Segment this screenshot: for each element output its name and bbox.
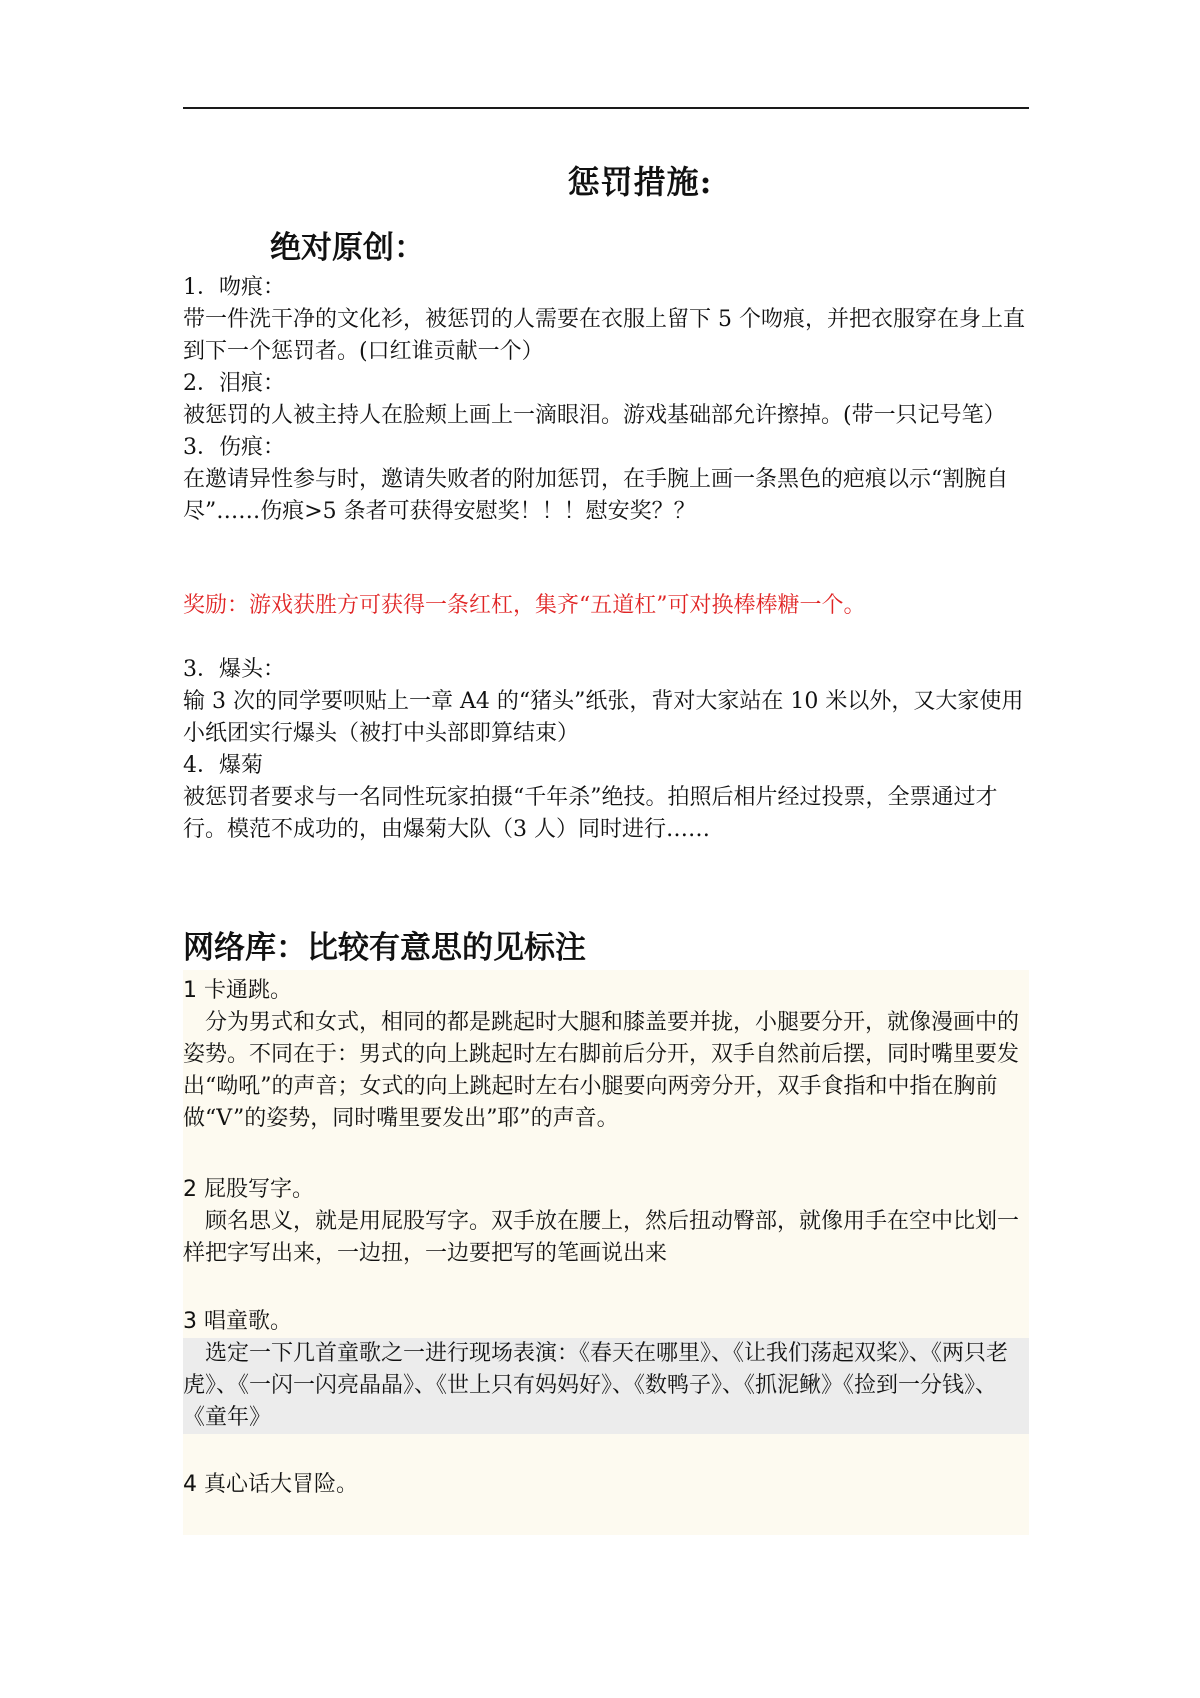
game-heading: 4 真心话大冒险。 bbox=[183, 1472, 358, 1497]
game-heading: 3 唱童歌。 bbox=[183, 1309, 292, 1334]
game-heading: 1 卡通跳。 bbox=[183, 978, 292, 1003]
game-item-3 bbox=[183, 1306, 1029, 1434]
game-text: 顾名思义，就是用屁股写字。双手放在腰上，然后扭动臀部，就像用手在空中比划一样把字写出来，一边扭，一边要把写的笔画说出来 bbox=[183, 1209, 1020, 1266]
game-text: 分为男式和女式，相同的都是跳起时大腿和膝盖要并拢，小腿要分开，就像漫画中的姿势。不同在于：男式的向上跳起时左右脚前后分开，双手自然前后摆，同时嘴里要发出“呦吼”的声音；女式的向上跳起时左右小腿要向两旁分开，双手食指和中指在胸前做“V”的姿势，同时嘴里要发出”耶”的声音。 bbox=[183, 1010, 1020, 1131]
page-title: 惩罚措施: bbox=[567, 163, 713, 201]
penalty-text: 在邀请异性参与时，邀请失败者的附加惩罚，在手腕上画一条黑色的疤痕以示“割腕自尽”……伤痕>5 条者可获得安慰奖！！！慰安奖？？ bbox=[183, 467, 1009, 524]
penalty-list-1 bbox=[183, 272, 1029, 528]
penalty-heading: 3．爆头： bbox=[183, 657, 285, 682]
penalty-heading: 4．爆菊 bbox=[183, 753, 263, 778]
game-item-2 bbox=[183, 1174, 1029, 1270]
game-item-1 bbox=[183, 975, 1029, 1135]
network-section-title: 网络库：比较有意思的见标注 bbox=[183, 930, 586, 966]
penalty-text: 被惩罚者要求与一名同性玩家拍摄“千年杀”绝技。拍照后相片经过投票，全票通过才行。模范不成功的，由爆菊大队（3 人）同时进行…… bbox=[183, 785, 998, 842]
game-item-4 bbox=[183, 1469, 1029, 1501]
reward-text: 奖励：游戏获胜方可获得一条红杠，集齐“五道杠”可对换棒棒糖一个。 bbox=[183, 593, 866, 618]
penalty-heading: 3．伤痕： bbox=[183, 435, 285, 460]
penalty-list-2 bbox=[183, 654, 1029, 846]
game-heading: 2 屁股写字。 bbox=[183, 1177, 314, 1202]
subtitle: 绝对原创： bbox=[270, 230, 425, 266]
header-rule bbox=[183, 107, 1029, 109]
penalty-text: 带一件洗干净的文化衫，被惩罚的人需要在衣服上留下 5 个吻痕，并把衣服穿在身上直到下一个惩罚者。(口红谁贡献一个） bbox=[183, 307, 1025, 364]
penalty-text: 输 3 次的同学要呗贴上一章 A4 的“猪头”纸张，背对大家站在 10 米以外，又大家使用小纸团实行爆头（被打中头部即算结束） bbox=[183, 689, 1024, 746]
game-text: 选定一下几首童歌之一进行现场表演：《春天在哪里》、《让我们荡起双桨》、《两只老虎》、《一闪一闪亮晶晶》、《世上只有妈妈好》、《数鸭子》、《抓泥鳅》《捡到一分钱》、《童年》 bbox=[183, 1338, 1029, 1434]
penalty-text: 被惩罚的人被主持人在脸颊上画上一滴眼泪。游戏基础部允许擦掉。(带一只记号笔） bbox=[183, 403, 1006, 428]
penalty-heading: 1．吻痕： bbox=[183, 275, 285, 300]
penalty-heading: 2．泪痕： bbox=[183, 371, 285, 396]
